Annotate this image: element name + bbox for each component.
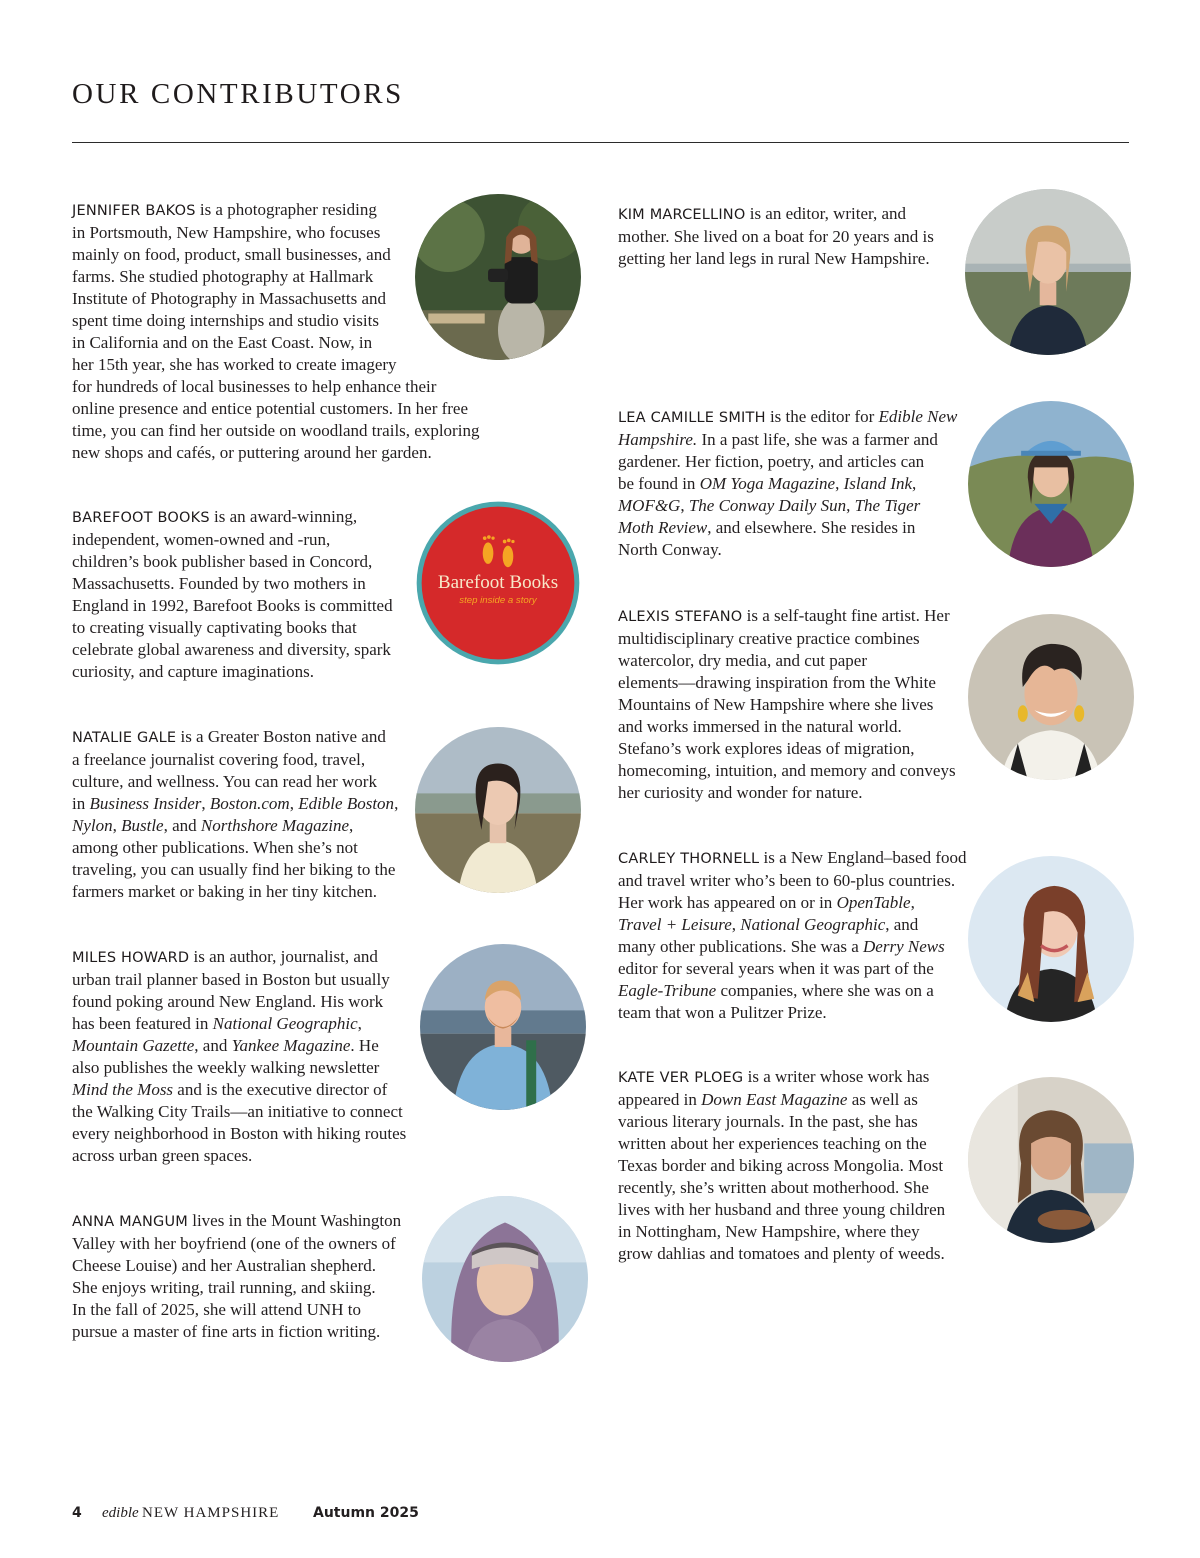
bio-text: England in 1992, Barefoot Books is committed [72,596,393,615]
photo-lea-camille-smith [968,401,1134,567]
bio-text: She enjoys writing, trail running, and skiing. [72,1278,376,1297]
bio-text: also publishes the weekly walking newsletter [72,1058,380,1077]
bio-kim-marcellino [618,203,958,270]
bio-text: be found in [618,474,700,493]
bio-text: across urban green spaces. [72,1146,253,1165]
footer-brand-edible: edible [102,1505,139,1521]
photo-alexis-stefano [968,614,1134,780]
publication-title: Northshore Magazine [200,816,350,835]
photo-kim-marcellino [965,189,1131,355]
bio-text: the Walking City Trails—an initiative to connect [72,1102,403,1121]
bio-text: is a self-taught fine artist. Her [742,606,950,625]
publication-title: Boston.com [209,794,290,813]
bio-text: is a Greater Boston native and [176,727,386,746]
publication-title: Yankee Magazine [231,1036,351,1055]
bio-text: mother. She lived on a boat for 20 years and is [618,227,934,246]
publication-title: Mind the Moss [72,1080,174,1099]
publication-title: Derry News [863,937,945,956]
publication-title: Mountain Gazette [72,1036,195,1055]
bio-text: new shops and cafés, or puttering around her garden. [72,443,432,462]
bio-text: elements—drawing inspiration from the White [618,673,936,692]
bio-text: watercolor, dry media, and cut paper [618,651,868,670]
bio-text: urban trail planner based in Boston but usually [72,970,390,989]
bio-miles-howard [72,946,422,1167]
publication-title: The Tiger [854,496,921,515]
page-title: OUR CONTRIBUTORS [72,78,404,110]
logo-tagline: step inside a story [459,594,537,606]
bio-text: Massachusetts. Founded by two mothers in [72,574,366,593]
bio-text: independent, women-owned and -run, [72,530,331,549]
bio-text: , [289,794,299,813]
bio-text: is a photographer residing [195,200,377,219]
bio-text: , [912,474,917,493]
bio-text: lives in the Mount Washington [187,1211,402,1230]
bio-text: , [349,816,354,835]
bio-text: celebrate global awareness and diversity, spark [72,640,391,659]
bio-text: traveling, you can usually find her biking to the [72,860,396,879]
logo-title: Barefoot Books [437,571,559,593]
bio-text: mainly on food, product, small businesses, and [72,245,391,264]
bio-text: recently, she’s written about motherhood. She [618,1178,929,1197]
bio-text: to creating visually captivating books that [72,618,357,637]
publication-title: Hampshire. [618,430,698,449]
bio-text: written about her experiences teaching on the [618,1134,927,1153]
bio-text: is a New England–based food [759,848,967,867]
bio-text: companies, where she was on a [716,981,934,1000]
bio-text: and is the executive director of [173,1080,388,1099]
contributor-name: LEA CAMILLE SMITH [618,410,766,426]
photo-natalie-gale [415,727,581,893]
bio-text: Cheese Louise) and her Australian shepherd. [72,1256,377,1275]
bio-text: team that won a Pulitzer Prize. [618,1003,827,1022]
bio-carley-thornell [618,847,978,1024]
publication-title: OpenTable [836,893,911,912]
bio-text: farmers market or baking in her tiny kitchen. [72,882,377,901]
bio-text: Mountains of New Hampshire where she lives [618,695,934,714]
bio-text: and works immersed in the natural world. [618,717,902,736]
bio-lea-camille-smith [618,406,968,561]
bio-text: is an author, journalist, and [189,947,378,966]
publication-title: MOF&G [618,496,681,515]
bio-text: , [201,794,210,813]
bio-text: appeared in [618,1090,702,1109]
bio-text: online presence and entice potential customers. In her free [72,399,469,418]
bio-text: and travel writer who’s been to 60-plus countries. [618,871,956,890]
contributor-name: KIM MARCELLINO [618,207,746,223]
bio-text: farms. She studied photography at Hallmark [72,267,374,286]
publication-title: Nylon [72,816,113,835]
bio-text: found poking around New England. His work [72,992,384,1011]
bio-text: her 15th year, she has worked to create imagery [72,355,397,374]
bio-text: Valley with her boyfriend (one of the owners of [72,1234,396,1253]
publication-title: Edible Boston [298,794,395,813]
bio-text: getting her land legs in rural New Hampshire. [618,249,930,268]
publication-title: Edible New [878,407,958,426]
bio-text: Stefano’s work explores ideas of migration, [618,739,915,758]
photo-carley-thornell [968,856,1134,1022]
publication-title: National Geographic [740,915,886,934]
publication-title: Bustle [121,816,164,835]
contributor-name: MILES HOWARD [72,950,190,966]
bio-text: Her work has appeared on or in [618,893,837,912]
bio-text: curiosity, and capture imaginations. [72,662,315,681]
bio-text: in California and on the East Coast. Now, in [72,333,373,352]
bio-kate-ver-ploeg [618,1066,968,1265]
page-number: 4 [72,1505,82,1521]
contributor-name: ALEXIS STEFANO [618,609,743,625]
publication-title: National Geographic [212,1014,358,1033]
bio-text: , [835,474,844,493]
bio-text: her curiosity and wonder for nature. [618,783,863,802]
contributor-name: BAREFOOT BOOKS [72,510,210,526]
bio-text: every neighborhood in Boston with hiking routes [72,1124,407,1143]
publication-title: Travel + Leisure [618,915,732,934]
contributor-name: CARLEY THORNELL [618,851,760,867]
bio-text: , and elsewhere. She resides in [707,518,916,537]
bio-text: , [731,915,741,934]
bio-text: , [112,816,122,835]
bio-natalie-gale [72,726,412,903]
bio-text: , [680,496,689,515]
bio-text: children’s book publisher based in Concord, [72,552,373,571]
bio-text: North Conway. [618,540,722,559]
bio-barefoot-books [72,506,412,683]
bio-text: has been featured in [72,1014,213,1033]
bio-text: is the editor for [765,407,879,426]
footer-brand-name: NEW HAMPSHIRE [142,1505,280,1521]
bio-text: editor for several years when it was part of the [618,959,934,978]
bio-text: among other publications. When she’s not [72,838,358,857]
bio-text: is a writer whose work has [743,1067,930,1086]
bio-text: in Portsmouth, New Hampshire, who focuses [72,223,381,242]
bio-text: , [357,1014,362,1033]
bio-text: time, you can find her outside on woodland trails, exploring [72,421,480,440]
bio-alexis-stefano [618,605,968,804]
barefoot-books-logo [415,500,581,666]
bio-text: In a past life, she was a farmer and [697,430,938,449]
bio-text: various literary journals. In the past, she has [618,1112,918,1131]
bio-text: gardener. Her fiction, poetry, and articles can [618,452,925,471]
bio-text: for hundreds of local businesses to help enhance their [72,377,437,396]
bio-text: In the fall of 2025, she will attend UNH to [72,1300,361,1319]
bio-text: as well as [847,1090,918,1109]
publication-title: OM Yoga Magazine [699,474,836,493]
bio-text: grow dahlias and tomatoes and plenty of weeds. [618,1244,945,1263]
bio-text: in [72,794,90,813]
title-divider [72,142,1129,143]
bio-text: is an award-winning, [209,507,358,526]
bio-anna-mangum [72,1210,422,1343]
footer-issue: Autumn 2025 [313,1505,419,1521]
bio-text: many other publications. She was a [618,937,864,956]
bio-text: pursue a master of fine arts in fiction writing. [72,1322,381,1341]
bio-text: in Nottingham, New Hampshire, where they [618,1222,920,1241]
bio-text: , and [163,816,201,835]
bio-text: , and [885,915,919,934]
bio-text: homecoming, intuition, and memory and conveys [618,761,956,780]
publication-title: The Conway Daily Sun [688,496,847,515]
photo-miles-howard [420,944,586,1110]
bio-text: spent time doing internships and studio visits [72,311,379,330]
photo-anna-mangum [422,1196,588,1362]
bio-text: . He [350,1036,379,1055]
bio-text: is an editor, writer, and [745,204,907,223]
contributor-name: ANNA MANGUM [72,1214,188,1230]
bio-text: , [910,893,915,912]
bio-text: culture, and wellness. You can read her work [72,772,377,791]
bio-text: , and [194,1036,232,1055]
photo-jennifer-bakos [415,194,581,360]
bio-text: Institute of Photography in Massachusetts and [72,289,386,308]
bio-text: a freelance journalist covering food, travel, [72,750,366,769]
publication-title: Business Insider [89,794,202,813]
photo-kate-ver-ploeg [968,1077,1134,1243]
contributor-name: KATE VER PLOEG [618,1070,744,1086]
contributor-name: JENNIFER BAKOS [72,203,196,219]
bio-text: multidisciplinary creative practice combines [618,629,920,648]
publication-title: Down East Magazine [701,1090,848,1109]
bio-text: , [846,496,855,515]
bio-text: , [394,794,399,813]
bio-text: Texas border and biking across Mongolia. Most [618,1156,944,1175]
publication-title: Moth Review [618,518,708,537]
publication-title: Island Ink [843,474,913,493]
contributor-name: NATALIE GALE [72,730,177,746]
bio-text: lives with her husband and three young children [618,1200,946,1219]
publication-title: Eagle-Tribune [618,981,717,1000]
